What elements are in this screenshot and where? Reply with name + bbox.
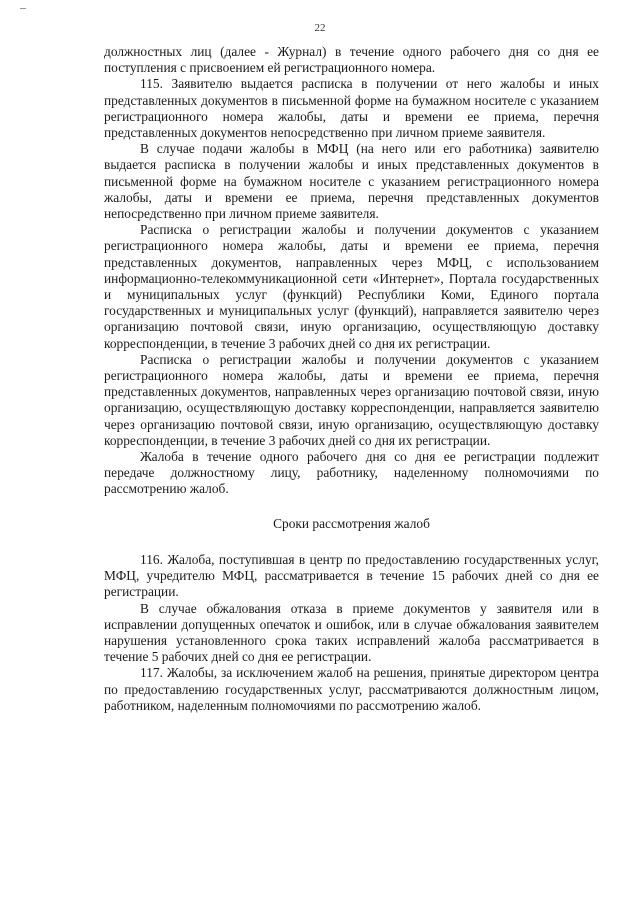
section-heading: Сроки рассмотрения жалоб	[273, 515, 430, 531]
scan-mark	[20, 8, 26, 9]
paragraph-transfer: Жалоба в течение одного рабочего дня со дня ее регистрации подлежит передаче должностному лицу, работнику, наделенному полномочиями по рассмотрению жалоб.	[104, 449, 599, 497]
paragraph-115: 115. Заявителю выдается расписка в получении от него жалобы и иных представленных документов в письменной форме на бумажном носителе с указанием регистрационного номера жалобы, даты и времени ее приема, перечня представленных документов непосредственно при личном приеме заявителя.	[104, 76, 599, 141]
paragraph-receipt-post: Расписка о регистрации жалобы и получении документов с указанием регистрационного номера жалобы, даты и времени ее приема, перечня представленных документов, направленных через организацию почтовой связи, иную организацию, осуществляющую доставку корреспонденции, направляется заявителю через организацию почтовой связи, иную организацию, осуществляющую доставку корреспонденции, в течение 3 рабочих дней со дня их регистрации.	[104, 351, 599, 448]
document-body	[104, 44, 599, 714]
paragraph-117: 117. Жалобы, за исключением жалоб на решения, принятые директором центра по предоставлению государственных услуг, рассматриваются должностным лицом, работником, наделенным полномочиями по рассмотрению жалоб.	[104, 665, 599, 713]
paragraph-appeal-refusal: В случае обжалования отказа в приеме документов у заявителя или в исправлении допущенных опечаток и ошибок, или в случае обжалования заявителем нарушения установленного срока таких исправлений жалоба рассматривается в течение 5 рабочих дней со дня ее регистрации.	[104, 600, 599, 665]
paragraph-mfc-receipt: В случае подачи жалобы в МФЦ (на него или его работника) заявителю выдается расписка в получении жалобы и иных представленных документов в письменной форме на бумажном носителе с указанием регистрационного номера жалобы, даты и времени ее приема, перечня представленных документов непосредственно при личном приеме заявителя.	[104, 141, 599, 222]
paragraph-116: 116. Жалоба, поступившая в центр по предоставлению государственных услуг, МФЦ, учредителю МФЦ, рассматривается в течение 15 рабочих дней со дня ее регистрации.	[104, 551, 599, 600]
page-number: 22	[314, 22, 326, 34]
paragraph-receipt-internet: Расписка о регистрации жалобы и получении документов с указанием регистрационного номера жалобы, даты и времени ее приема, перечня представленных документов, направленных через МФЦ, с использованием информационно-телекоммуникационной сети «Интернет», Портала государственных и муниципальных услуг (функций) Республики Коми, Единого портала государственных и муниципальных услуг (функций), направляется заявителю через организацию почтовой связи, иную организацию, осуществляющую доставку корреспонденции, в течение 3 рабочих дней со дня их регистрации.	[104, 222, 599, 351]
paragraph-journal-continuation: должностных лиц (далее - Журнал) в течение одного рабочего дня со дня ее поступления с присвоением ей регистрационного номера.	[104, 44, 599, 76]
